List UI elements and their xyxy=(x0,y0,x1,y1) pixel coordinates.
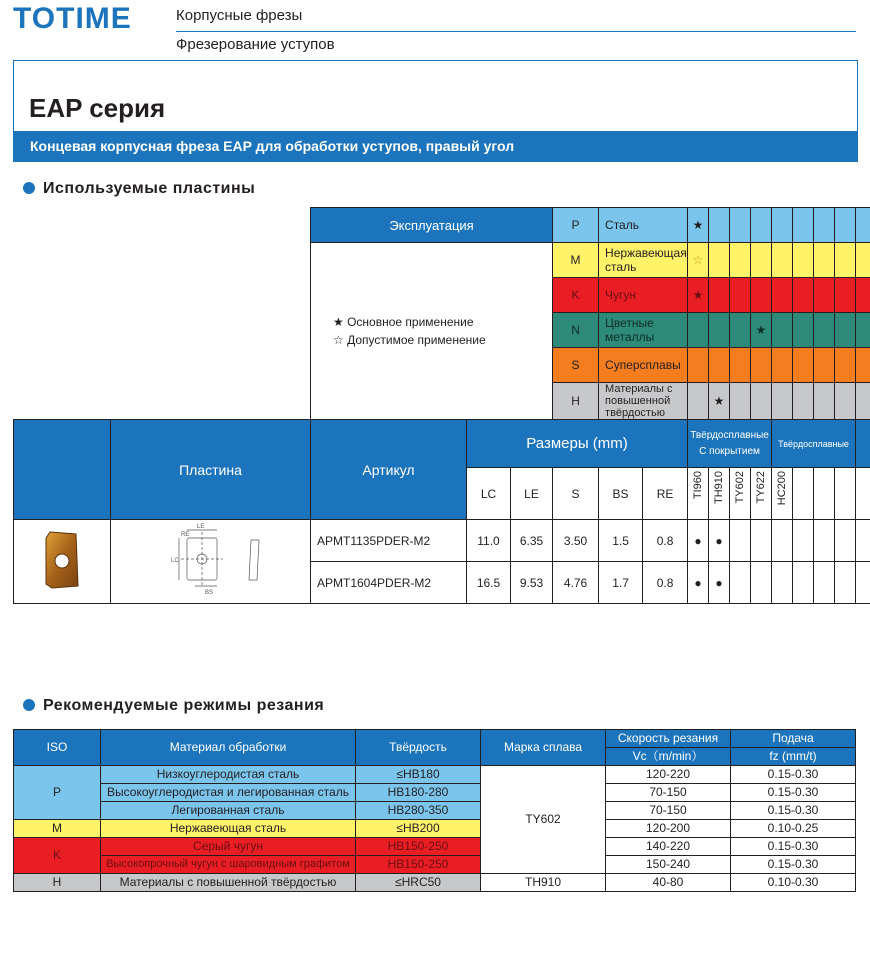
hardness-cell: HB280-350 xyxy=(356,802,481,820)
mat-mark xyxy=(814,383,835,420)
mat-mark xyxy=(814,243,835,278)
insert-drawing xyxy=(111,520,311,604)
header-divider xyxy=(176,31,856,32)
mat-code: P xyxy=(553,208,599,243)
grade-header: Марка сплава xyxy=(481,730,606,766)
mat-mark: ☆ xyxy=(688,243,709,278)
dim-value: 9.53 xyxy=(511,562,553,604)
grade-header: HC200 xyxy=(775,471,788,506)
uncoated-header: Твёрдосплавные xyxy=(772,420,856,468)
mat-code: K xyxy=(553,278,599,313)
mat-mark xyxy=(730,348,751,383)
grade-header: TH910 xyxy=(712,471,725,505)
page-title: EAP серия xyxy=(29,93,166,123)
header-category: Корпусные фрезы xyxy=(176,7,303,24)
mat-mark xyxy=(751,243,772,278)
mat-mark: ★ xyxy=(709,383,730,420)
dims-header: Размеры (mm) xyxy=(467,420,688,468)
vc-cell: 70-150 xyxy=(606,802,731,820)
fz-cell: 0.15-0.30 xyxy=(731,802,856,820)
mat-mark xyxy=(730,383,751,420)
vc-cell: 140-220 xyxy=(606,838,731,856)
material-cell: Нержавеющая сталь xyxy=(101,820,356,838)
iso-k: K xyxy=(14,838,101,874)
mat-name: Чугун xyxy=(599,278,688,313)
mat-mark xyxy=(730,243,751,278)
feed-header: Подача xyxy=(731,730,856,748)
mat-mark xyxy=(793,208,814,243)
mat-mark xyxy=(814,278,835,313)
mat-mark xyxy=(688,348,709,383)
insert-table xyxy=(13,207,870,604)
mat-mark xyxy=(835,313,856,348)
mat-mark xyxy=(856,313,870,348)
mat-mark xyxy=(730,208,751,243)
grade-mark: ● xyxy=(709,520,730,562)
article-col-header: Артикул xyxy=(311,420,467,520)
dim-header: LE xyxy=(511,468,553,520)
article-code: APMT1135PDER-M2 xyxy=(311,520,467,562)
mat-mark xyxy=(814,313,835,348)
mat-mark xyxy=(835,243,856,278)
bullet-icon xyxy=(23,699,35,711)
dim-value: 11.0 xyxy=(467,520,511,562)
mat-name: Материалы с повышенной твёрдостью xyxy=(599,383,688,420)
insert-photo xyxy=(14,520,111,604)
cutting-table xyxy=(13,729,856,892)
mat-mark xyxy=(835,383,856,420)
dim-value: 1.5 xyxy=(599,520,643,562)
mat-mark xyxy=(709,278,730,313)
mat-name: Нержавеющая сталь xyxy=(599,243,688,278)
grade-mark: ● xyxy=(709,562,730,604)
mat-mark xyxy=(772,383,793,420)
section-cutting-heading: Рекомендуемые режимы резания xyxy=(23,697,324,715)
material-cell: Легированная сталь xyxy=(101,802,356,820)
fz-cell: 0.10-0.25 xyxy=(731,820,856,838)
dim-header: RE xyxy=(643,468,688,520)
grade-cell: TY602 xyxy=(481,766,606,874)
vc-cell: 70-150 xyxy=(606,784,731,802)
grade-cell: TH910 xyxy=(481,874,606,892)
hardness-cell: ≤HB180 xyxy=(356,766,481,784)
insert-photo-icon xyxy=(42,528,82,592)
header-subcategory: Фрезерование уступов xyxy=(176,36,335,53)
grade-header: TY602 xyxy=(733,471,746,504)
mat-mark xyxy=(730,278,751,313)
mat-mark xyxy=(793,278,814,313)
insert-col-header: Пластина xyxy=(111,420,311,520)
mat-mark xyxy=(772,313,793,348)
mat-mark xyxy=(772,243,793,278)
mat-mark xyxy=(709,243,730,278)
mat-mark xyxy=(793,383,814,420)
grade-mark: ● xyxy=(688,562,709,604)
mat-mark xyxy=(688,383,709,420)
drawing-label-le: LE xyxy=(196,524,204,530)
mat-mark xyxy=(772,278,793,313)
hardness-cell: HB150-250 xyxy=(356,838,481,856)
mat-mark: ★ xyxy=(688,208,709,243)
mat-mark xyxy=(751,208,772,243)
mat-code: N xyxy=(553,313,599,348)
fz-cell: 0.15-0.30 xyxy=(731,856,856,874)
drawing-label-lc: LC xyxy=(170,558,179,564)
mat-mark xyxy=(793,243,814,278)
insert-drawing-icon xyxy=(121,520,301,600)
hardness-cell: ≤HRC50 xyxy=(356,874,481,892)
mat-code: S xyxy=(553,348,599,383)
dim-value: 16.5 xyxy=(467,562,511,604)
vc-cell: 150-240 xyxy=(606,856,731,874)
mat-mark: ★ xyxy=(688,278,709,313)
hardness-cell: HB180-280 xyxy=(356,784,481,802)
mat-mark xyxy=(835,348,856,383)
grade-header: TI960 xyxy=(691,471,704,500)
material-cell: Низкоуглеродистая сталь xyxy=(101,766,356,784)
legend-allowed: ☆ Допустимое применение xyxy=(333,333,486,347)
vc-cell: 40-80 xyxy=(606,874,731,892)
mat-code: H xyxy=(553,383,599,420)
material-cell: Серый чугун xyxy=(101,838,356,856)
grade-mark: ● xyxy=(688,520,709,562)
mat-mark xyxy=(772,208,793,243)
drawing-label-bs: BS xyxy=(204,590,213,596)
speed-header: Скорость резания xyxy=(606,730,731,748)
section-inserts-heading: Используемые пластины xyxy=(23,180,255,198)
vc-cell: 120-200 xyxy=(606,820,731,838)
dim-value: 1.7 xyxy=(599,562,643,604)
mat-mark xyxy=(751,383,772,420)
mat-mark xyxy=(856,348,870,383)
dim-header: LC xyxy=(467,468,511,520)
mat-name: Цветные металлы xyxy=(599,313,688,348)
mat-name: Суперсплавы xyxy=(599,348,688,383)
mat-mark xyxy=(772,348,793,383)
fz-cell: 0.10-0.30 xyxy=(731,874,856,892)
mat-mark xyxy=(751,278,772,313)
hardness-cell: HB150-250 xyxy=(356,856,481,874)
mat-mark xyxy=(793,348,814,383)
hardness-cell: ≤HB200 xyxy=(356,820,481,838)
dim-header: S xyxy=(553,468,599,520)
drawing-label-re: RE xyxy=(180,532,189,538)
fz-cell: 0.15-0.30 xyxy=(731,766,856,784)
dim-value: 3.50 xyxy=(553,520,599,562)
mat-mark xyxy=(709,208,730,243)
vc-cell: 120-220 xyxy=(606,766,731,784)
hardness-header: Твёрдость xyxy=(356,730,481,766)
bullet-icon xyxy=(23,182,35,194)
mat-mark xyxy=(814,348,835,383)
totime-logo: TOTIME xyxy=(13,2,132,35)
dim-value: 4.76 xyxy=(553,562,599,604)
exploitation-header: Эксплуатация xyxy=(311,208,553,243)
dim-header: BS xyxy=(599,468,643,520)
mat-mark xyxy=(793,313,814,348)
insert-photo-header xyxy=(14,420,111,520)
mat-mark xyxy=(709,313,730,348)
fz-cell: 0.15-0.30 xyxy=(731,784,856,802)
mat-mark xyxy=(856,383,870,420)
legend-main: ★ Основное применение xyxy=(333,315,474,329)
speed-unit: Vc（m/min） xyxy=(606,748,731,766)
material-cell: Материалы с повышенной твёрдостью xyxy=(101,874,356,892)
article-code: APMT1604PDER-M2 xyxy=(311,562,467,604)
iso-header: ISO xyxy=(14,730,101,766)
mat-name: Сталь xyxy=(599,208,688,243)
mat-mark xyxy=(751,348,772,383)
page-subtitle: Концевая корпусная фреза EAP для обработки уступов, правый угол xyxy=(30,138,515,154)
dim-value: 0.8 xyxy=(643,562,688,604)
coated-header: Твёрдосплавные С покрытием xyxy=(688,420,772,468)
material-cell: Высокоуглеродистая и легированная сталь xyxy=(101,784,356,802)
mat-mark xyxy=(835,278,856,313)
iso-h: H xyxy=(14,874,101,892)
dim-value: 0.8 xyxy=(643,520,688,562)
grade-header: TY622 xyxy=(754,471,767,504)
material-header: Материал обработки xyxy=(101,730,356,766)
mat-mark: ★ xyxy=(751,313,772,348)
material-cell: Высокопрочный чугун с шаровидным графитом xyxy=(101,856,356,874)
mat-mark xyxy=(709,348,730,383)
grade-header-end xyxy=(856,420,870,468)
mat-mark xyxy=(730,313,751,348)
mat-mark xyxy=(835,208,856,243)
mat-code: M xyxy=(553,243,599,278)
mat-mark xyxy=(856,278,870,313)
usage-legend xyxy=(311,243,553,420)
mat-mark xyxy=(856,208,870,243)
dim-value: 6.35 xyxy=(511,520,553,562)
mat-mark xyxy=(856,243,870,278)
iso-p: P xyxy=(14,766,101,820)
feed-unit: fz (mm/t) xyxy=(731,748,856,766)
fz-cell: 0.15-0.30 xyxy=(731,838,856,856)
iso-m: M xyxy=(14,820,101,838)
mat-mark xyxy=(814,208,835,243)
mat-mark xyxy=(688,313,709,348)
